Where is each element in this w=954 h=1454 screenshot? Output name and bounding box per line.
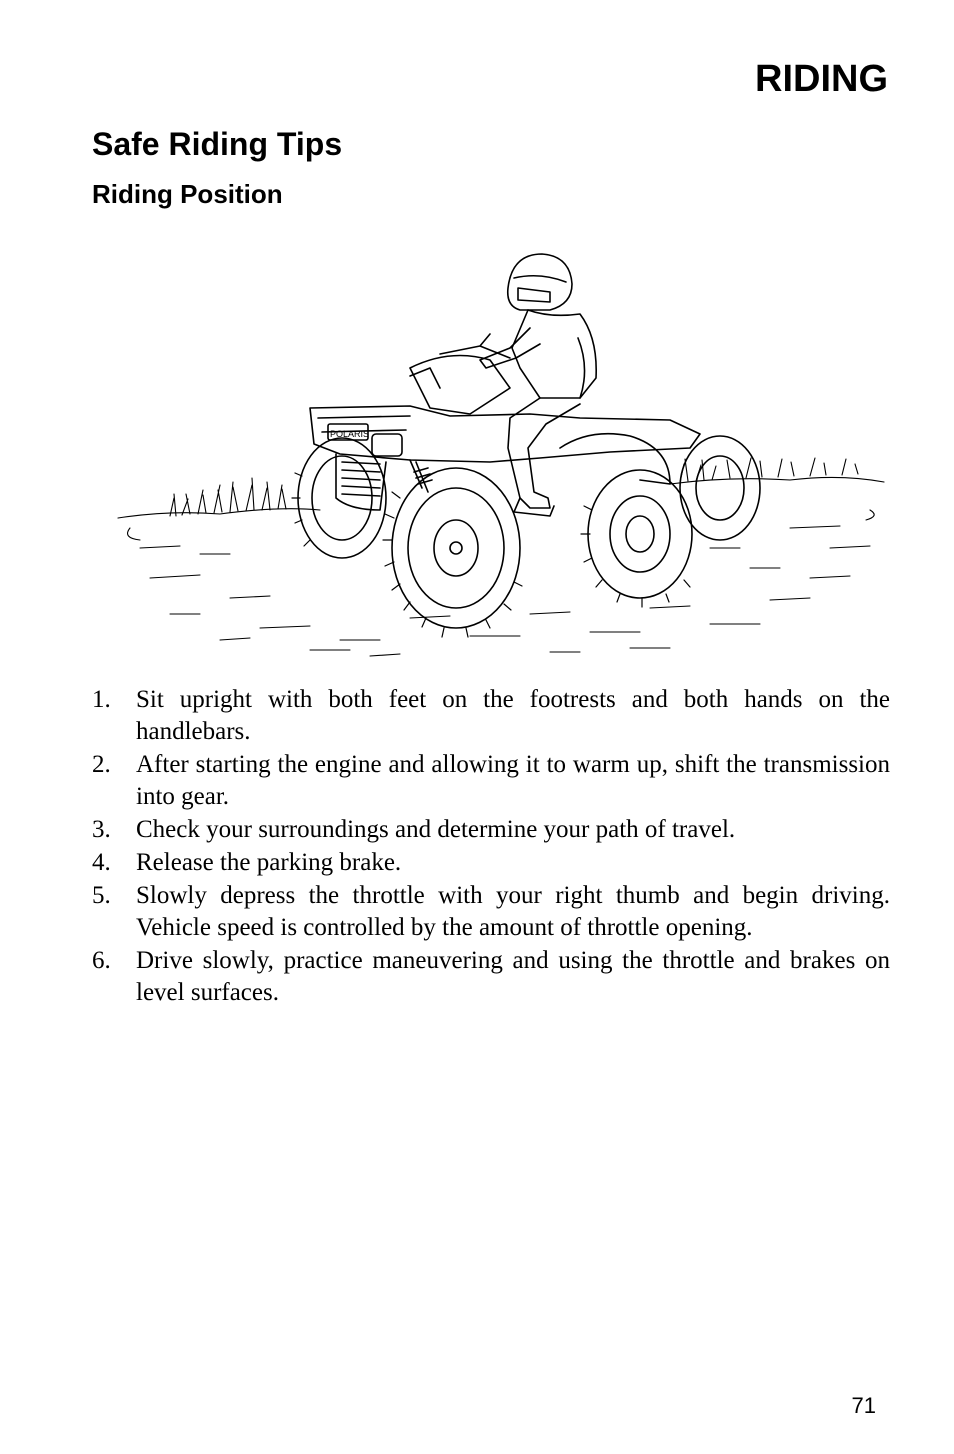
subsection-title: Riding Position <box>92 179 283 209</box>
list-item <box>92 847 890 879</box>
grass-tufts <box>170 458 858 516</box>
step-text: After starting the engine and allowing it to warm up, shift the transmission into gear. <box>136 751 890 810</box>
step-number: 6. <box>92 947 111 974</box>
step-text: Drive slowly, practice maneuvering and using the throttle and brakes on level surfaces. <box>136 947 890 1006</box>
section-header: RIDING <box>755 58 888 100</box>
step-number: 1. <box>92 686 111 713</box>
page-title: Safe Riding Tips <box>92 126 343 162</box>
list-item <box>92 684 890 748</box>
atv-brand-label: POLARIS <box>330 429 370 439</box>
step-number: 4. <box>92 849 111 876</box>
riding-steps-list <box>92 684 890 1010</box>
list-item <box>92 945 890 1009</box>
list-item <box>92 814 890 846</box>
rider <box>440 254 596 516</box>
list-item <box>92 880 890 944</box>
list-item <box>92 749 890 813</box>
step-text: Sit upright with both feet on the footrests and both hands on the handlebars. <box>136 686 890 745</box>
page-number: 71 <box>851 1393 876 1418</box>
step-number: 5. <box>92 882 111 909</box>
step-number: 2. <box>92 751 111 778</box>
atv-rider-illustration <box>110 248 896 660</box>
atv-wheels <box>298 436 760 628</box>
step-text: Slowly depress the throttle with your right thumb and begin driving. Vehicle speed is controlled by the amount of throttle opening. <box>136 882 890 941</box>
step-text: Check your surroundings and determine your path of travel. <box>136 816 736 843</box>
step-text: Release the parking brake. <box>136 849 402 876</box>
step-number: 3. <box>92 816 111 843</box>
